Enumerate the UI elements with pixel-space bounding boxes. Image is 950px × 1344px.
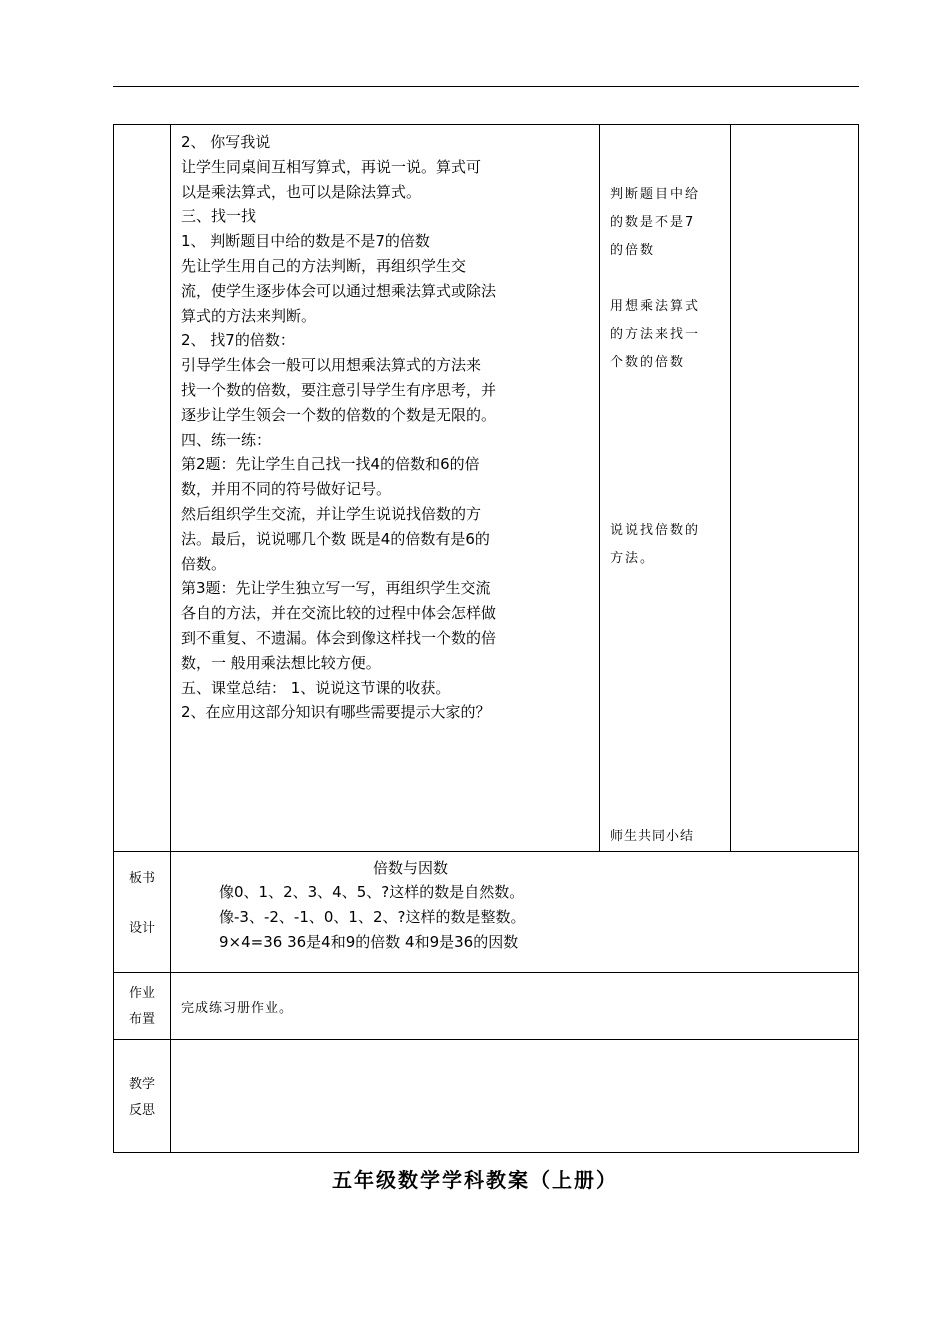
process-line: 四、练一练：: [181, 430, 272, 449]
note-design-intent-3: 说说找倍数的 方法。: [610, 523, 701, 566]
process-line: 1、 判断题目中给的数是不是7的倍数: [181, 232, 430, 251]
process-line: 算式的方法来判断。: [181, 306, 317, 325]
footer-title: 五年级数学学科教案（上册）: [332, 1168, 618, 1192]
board-line: 像-3、-2、-1、0、1、2、?这样的数是整数。: [219, 908, 526, 926]
board-label-cell: [113, 851, 171, 973]
header-rule: [113, 86, 859, 87]
process-line: 找一个数的倍数，要注意引导学生有序思考，并: [181, 380, 497, 399]
process-line: 第3题：先让学生独立写一写，再组织学生交流: [181, 579, 491, 598]
process-line: 第2题：先让学生自己找一找4的倍数和6的倍: [181, 455, 480, 474]
reflection-label-bottom: 反思: [128, 1103, 155, 1118]
note-summary: 师生共同小结: [610, 829, 695, 844]
process-line: 先让学生用自己的方法判断，再组织学生交: [181, 256, 467, 275]
board-line: 像0、1、2、3、4、5、?这样的数是自然数。: [219, 883, 525, 901]
process-line: 让学生同桌间互相写算式，再说一说。算式可: [181, 157, 482, 176]
process-notes-cell: [599, 124, 731, 852]
note-design-intent-2: 用想乘法算式 的方法来找一 个数的倍数: [610, 299, 701, 370]
process-line: 五、课堂总结： 1、说说这节课的收获。: [181, 678, 451, 697]
process-line: 到不重复、不遗漏。体会到像这样找一个数的倍: [181, 628, 497, 647]
process-line: 引导学生体会一般可以用想乘法算式的方法来: [181, 356, 482, 375]
process-line: 三、找一找: [181, 207, 257, 226]
process-right-cell: [730, 124, 859, 852]
homework-text: 完成练习册作业。: [181, 1001, 294, 1016]
process-line: 数，一 般用乘法想比较方便。: [181, 653, 381, 672]
board-label-bottom: 设计: [128, 921, 155, 936]
process-line: 以是乘法算式，也可以是除法算式。: [181, 182, 422, 201]
homework-content-cell: [170, 972, 859, 1040]
board-label-top: 板书: [128, 871, 155, 886]
process-left-cell: [113, 124, 171, 852]
homework-label-top: 作业: [128, 986, 155, 1001]
process-line: 然后组织学生交流，并让学生说说找倍数的方: [181, 504, 482, 523]
process-line: 数，并用不同的符号做好记号。: [181, 480, 392, 499]
process-content-cell: [170, 124, 600, 852]
homework-label-cell: [113, 972, 171, 1040]
reflection-content-cell: [170, 1039, 859, 1153]
board-content-cell: [170, 851, 859, 973]
process-line: 流，使学生逐步体会可以通过想乘法算式或除法: [181, 281, 497, 300]
process-line: 2、 你写我说: [181, 133, 271, 151]
process-line: 倍数。: [181, 554, 227, 573]
board-title: 倍数与因数: [373, 859, 449, 877]
process-line: 逐步让学生领会一个数的倍数的个数是无限的。: [181, 405, 497, 424]
process-line: 2、在应用这部分知识有哪些需要提示大家的？: [181, 703, 491, 722]
board-line: 9×4=36 36是4和9的倍数 4和9是36的因数: [219, 933, 519, 951]
note-design-intent-1: 判断题目中给 的数是不是7 的倍数: [610, 187, 701, 258]
homework-label-bottom: 布置: [128, 1012, 155, 1027]
reflection-label-top: 教学: [128, 1077, 155, 1092]
process-line: 法。最后，说说哪几个数 既是4的倍数有是6的: [181, 529, 490, 548]
reflection-label-cell: [113, 1039, 171, 1153]
process-line: 各自的方法，并在交流比较的过程中体会怎样做: [181, 604, 497, 623]
process-line: 2、 找7的倍数：: [181, 331, 295, 350]
